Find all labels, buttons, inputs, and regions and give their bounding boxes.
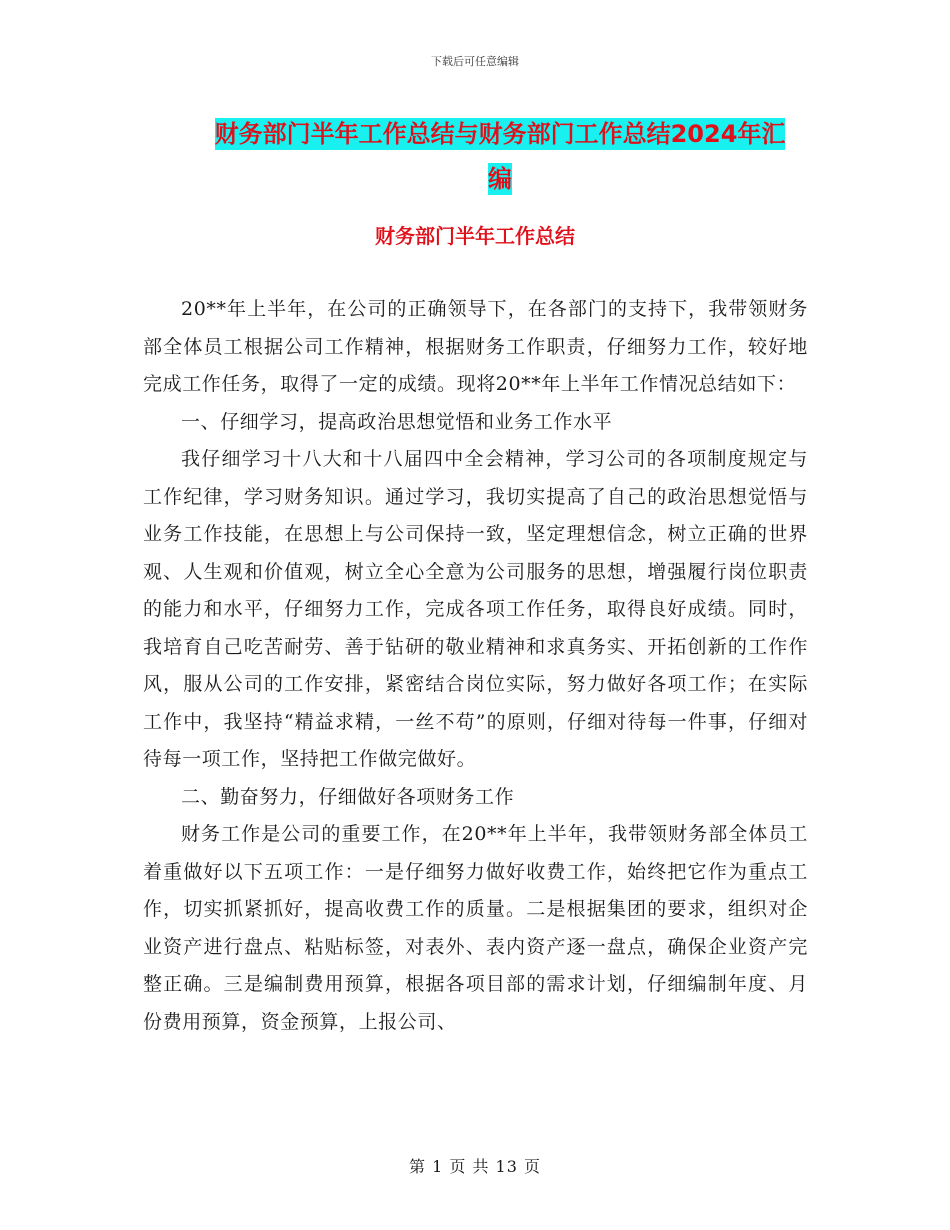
subheading: 二、勤奋努力，仔细做好各项财务工作 [181,785,515,808]
paragraph: 财务工作是公司的重要工作，在20**年上半年，我带领财务部全体员工着重做好以下五项工作：一是仔细努力做好收费工作，始终把它作为重点工作，切实抓紧抓好，提高收费工作的质量。二是根据集团的要求，组织对企业资产进行盘点、粘贴标签，对表外、表内资产逐一盘点，确保企业资产完整正确。三是编制费用预算，根据各项目部的需求计划，仔细编制年度、月份费用预算，资金预算，上报公司、 [143,823,808,1033]
body-text [143,291,808,1041]
document-title-line2: 编 [488,165,512,193]
page-number-label: 第 1 页 共 13 页 [409,1157,541,1176]
paragraph: 20**年上半年，在公司的正确领导下，在各部门的支持下，我带领财务部全体员工根据公司工作精神，根据财务工作职责，仔细努力工作，较好地完成工作任务，取得了一定的成绩。现将20**年上半年工作情况总结如下： [143,298,808,395]
subheading: 一、仔细学习，提高政治思想觉悟和业务工作水平 [181,410,613,433]
header-note: 下载后可任意编辑 [431,55,519,68]
page-footer [0,1154,950,1177]
paragraph: 我仔细学习十八大和十八届四中全会精神，学习公司的各项制度规定与工作纪律，学习财务知识。通过学习，我切实提高了自己的政治思想觉悟与业务工作技能，在思想上与公司保持一致，坚定理想信念，树立正确的世界观、人生观和价值观，树立全心全意为公司服务的思想，增强履行岗位职责的能力和水平，仔细努力工作，完成各项工作任务，取得良好成绩。同时，我培育自己吃苦耐劳、善于钻研的敬业精神和求真务实、开拓创新的工作作风，服从公司的工作安排，紧密结合岗位实际，努力做好各项工作；在实际工作中，我坚持“精益求精，一丝不苟”的原则，仔细对待每一件事，仔细对待每一项工作，坚持把工作做完做好。 [143,448,808,770]
section-title: 财务部门半年工作总结 [375,224,575,248]
document-title [180,112,820,202]
document-title-line1: 财务部门半年工作总结与财务部门工作总结2024年汇 [214,120,786,148]
